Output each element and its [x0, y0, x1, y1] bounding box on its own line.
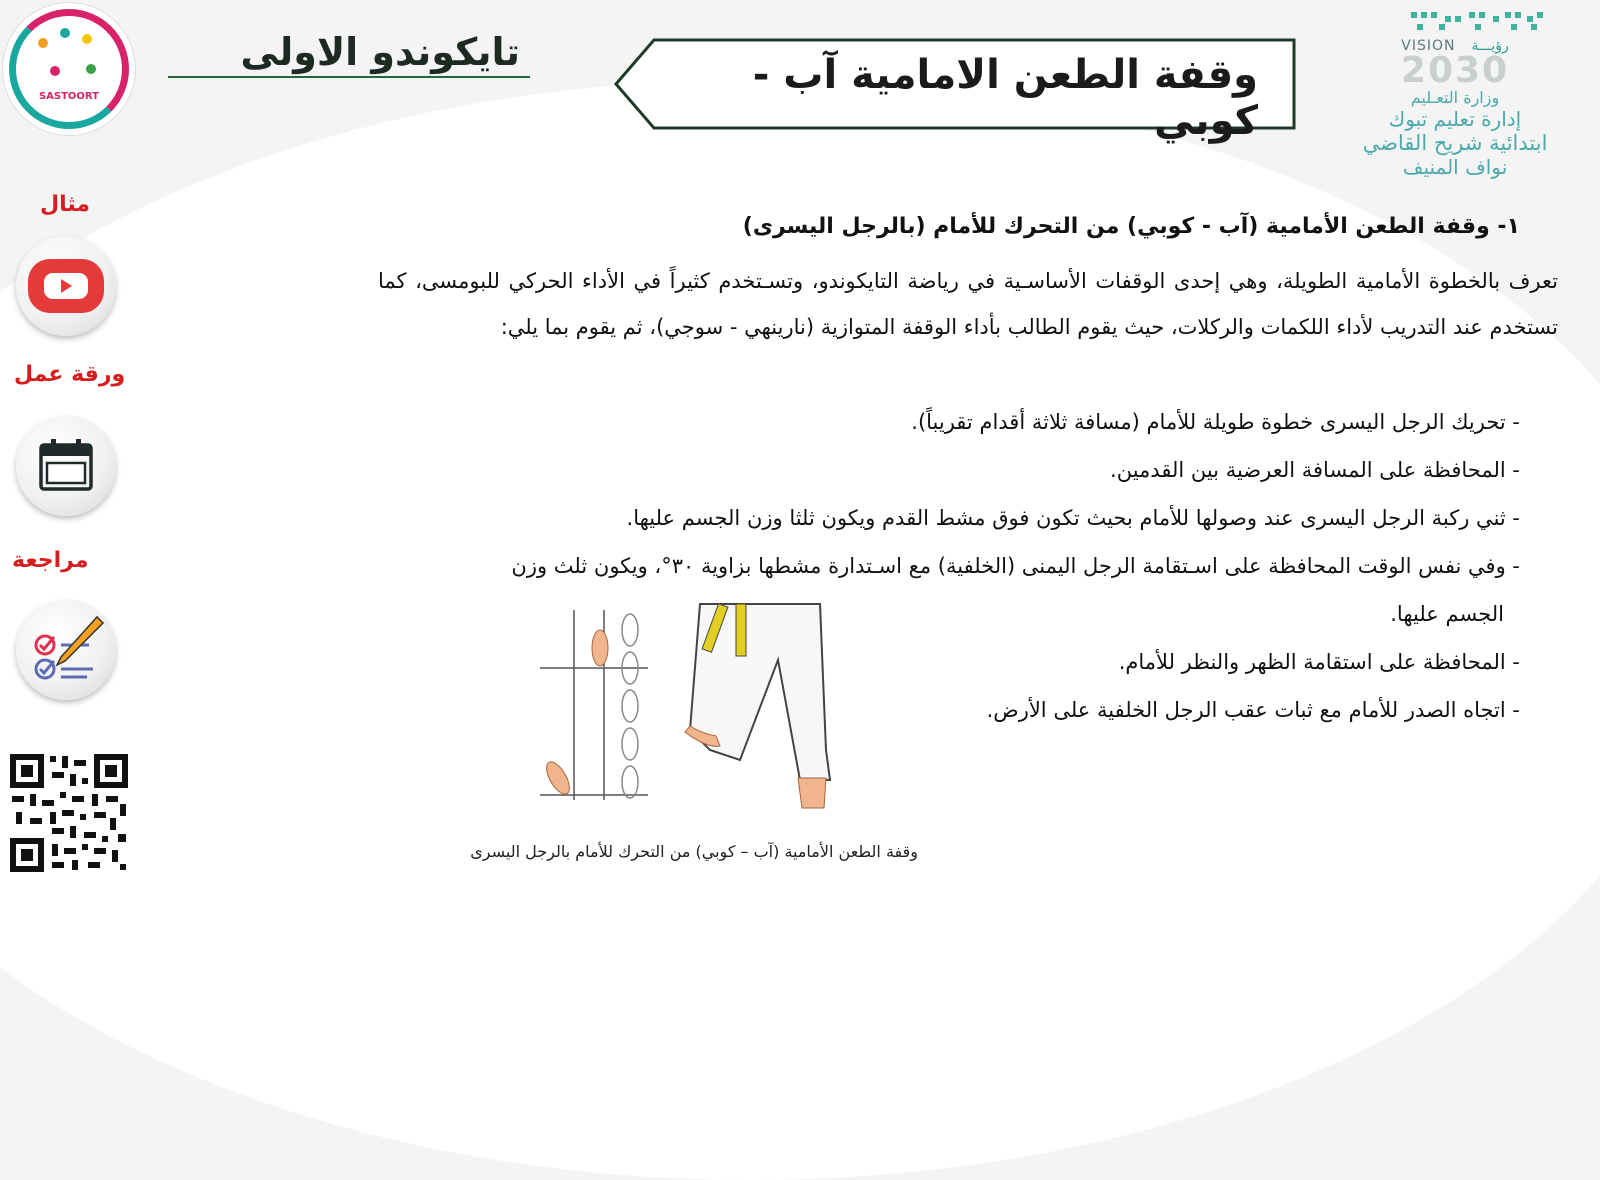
- logo-figure: [86, 64, 96, 74]
- qr-code-icon: [8, 752, 130, 874]
- ministry-name: وزارة التعـليم: [1410, 88, 1500, 107]
- worksheet-label: ورقة عمل: [14, 362, 126, 387]
- school-logo: [2, 2, 136, 136]
- review-button[interactable]: [16, 600, 116, 700]
- banner-title: وقفة الطعن الامامية آب - كوبي: [752, 52, 1258, 144]
- vision-dots-icon: [1355, 8, 1555, 34]
- example-label: مثال: [40, 192, 90, 217]
- footwork-diagram: [530, 600, 850, 825]
- checklist-pencil-icon: [27, 611, 105, 689]
- logo-figure: [38, 38, 48, 48]
- school-name: ابتدائية شريح القاضي: [1362, 131, 1548, 155]
- list-item: - المحافظة على المسافة العرضية بين القدمين.: [1110, 458, 1520, 482]
- lesson-paragraph: تعرف بالخطوة الأمامية الطويلة، وهي إحدى الوقفات الأساسـية في رياضة التايكوندو، وتسـتخدم كثيراً في الأداء الحركي للبومسى، كما تستخدم عند التدريب لأداء اللكمات والركلات، حيث يقوم الطالب بأداء الوقفة المتوازية (نارينهي - سوجي)، ثم يقوم بما يلي:: [378, 269, 1558, 339]
- list-item: - وفي نفس الوقت المحافظة على اسـتقامة الرجل اليمنى (الخلفية) مع اسـتدارة مشطها بزاوية ٣٠°، ويكون ثلث وزن: [511, 554, 1520, 578]
- logo-figure: [82, 34, 92, 44]
- list-item: - المحافظة على استقامة الظهر والنظر للأمام.: [1118, 650, 1520, 674]
- figure-caption: وقفة الطعن الأمامية (آب – كوبي) من التحرك للأمام بالرجل اليسرى: [470, 842, 918, 861]
- ministry-block: [1320, 8, 1590, 179]
- qr-code[interactable]: [8, 752, 130, 874]
- list-item: الجسم عليها.: [1390, 602, 1504, 626]
- teacher-name: نواف المنيف: [1402, 155, 1508, 179]
- education-office: إدارة تعليم تبوك: [1388, 107, 1522, 131]
- list-item: - اتجاه الصدر للأمام مع ثبات عقب الرجل الخلفية على الأرض.: [986, 698, 1520, 722]
- list-item: - ثني ركبة الرجل اليسرى عند وصولها للأمام بحيث تكون فوق مشط القدم ويكون ثلثا وزن الجسم عليها.: [626, 506, 1520, 530]
- vision-arabic: رؤيـــة: [1471, 38, 1509, 54]
- logo-text: SASTOORT: [38, 91, 100, 102]
- list-item: - تحريك الرجل اليسرى خطوة طويلة للأمام (مسافة ثلاثة أقدام تقريباً).: [911, 410, 1520, 434]
- logo-figure: [60, 28, 70, 38]
- worksheet-button[interactable]: [16, 416, 116, 516]
- title-underline: [168, 76, 530, 78]
- course-title: تايكوندو الاولى: [240, 30, 520, 74]
- vision-year: 2030: [1400, 50, 1510, 91]
- vision-word: VISION: [1401, 38, 1456, 54]
- review-label: مراجعة: [12, 548, 89, 573]
- youtube-icon: [26, 257, 106, 315]
- stance-illustration: [530, 600, 850, 825]
- calendar-icon: [35, 435, 97, 497]
- lesson-banner: [612, 38, 1298, 144]
- logo-figure: [50, 66, 60, 76]
- example-video-button[interactable]: [16, 236, 116, 336]
- logo-ring: [9, 9, 129, 129]
- lesson-heading: ١- وقفة الطعن الأمامية (آب - كوبي) من التحرك للأمام (بالرجل اليسرى): [742, 214, 1520, 239]
